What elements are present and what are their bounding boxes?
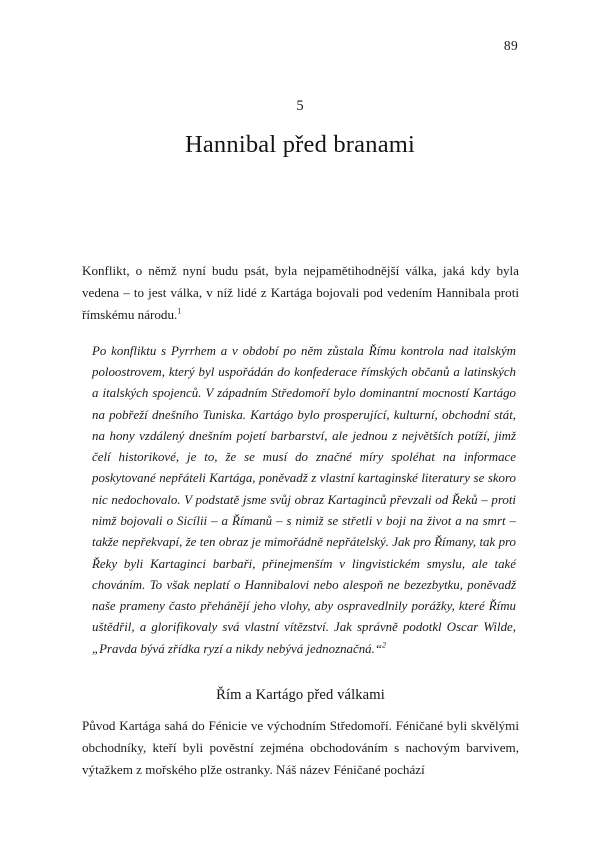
- block-quotation: [92, 341, 516, 660]
- section-paragraph: Původ Kartága sahá do Fénicie ve východním Středomoří. Féničané byli skvělými obchodníky, kteří byli pověstní zejména obchodováním s nachovým barvivem, výtažkem z mořského plže ostranky. Náš název Féničané pochází: [82, 718, 519, 778]
- chapter-number: 5: [296, 98, 304, 114]
- chapter-title: Hannibal před branami: [184, 131, 416, 158]
- lead-paragraph-text: Konflikt, o němž nyní budu psát, byla nejpamětihodnější válka, jaká kdy byla vedena – to jest válka, v níž lidé z Kartága bojovali pod vedením Hannibala proti římskému národu.: [82, 263, 519, 323]
- page-number: 89: [503, 38, 518, 53]
- block-quotation-paragraph: [92, 341, 516, 660]
- lead-paragraph: [82, 260, 519, 327]
- text-column: [82, 260, 519, 782]
- section-heading: Řím a Kartágo před válkami: [216, 687, 385, 704]
- block-quotation-text: Po konfliktu s Pyrrhem a v období po něm zůstala Římu kontrola nad italským poloostrovem, který byl uspořádán do konfederace římských občanů a latinských a italských spojenců. V západním Středomoří bylo dominantní mocností Kartágo na pobřeží dnešního Tuniska. Kartágo bylo prosperující, kulturní, obchodní stát, na hony vzdálený dnešním pojetí barbarství, ale jednou z největších potíží, jimž čelí historikové, je to, že se musí do značné míry spoléhat na informace poskytované nepřáteli Kartága, poněvadž z vlastní kartaginské literatury se skoro nic nedochovalo. V podstatě jsme svůj obraz Kartaginců převzali od Řeků – proti nimž bojovali o Sicílii – a Římanů – s nimiž se střetli v boji na život a na smrt – takže nepřekvapí, že ten obraz je mimořádně nepřátelský. Jak pro Římany, tak pro Řeky byli Kartaginci barbaři, přinejmenším v lingvistickém smyslu, ale také chováním. To však neplatí o Hannibalovi nebo alespoň ne bezezbytku, poněvadž naše prameny často přehánějí jeho vlohy, aby ospravedlnily porážky, které Římu uštědřil, a glorifikovaly svá vlastní vítězství. Jak správně podotkl Oscar Wilde, „Pravda bývá zřídka ryzí a nikdy nebývá jednoznačná.“: [92, 343, 516, 656]
- footnote-marker-1[interactable]: 1: [177, 307, 182, 317]
- footnote-marker-2[interactable]: 2: [381, 640, 386, 650]
